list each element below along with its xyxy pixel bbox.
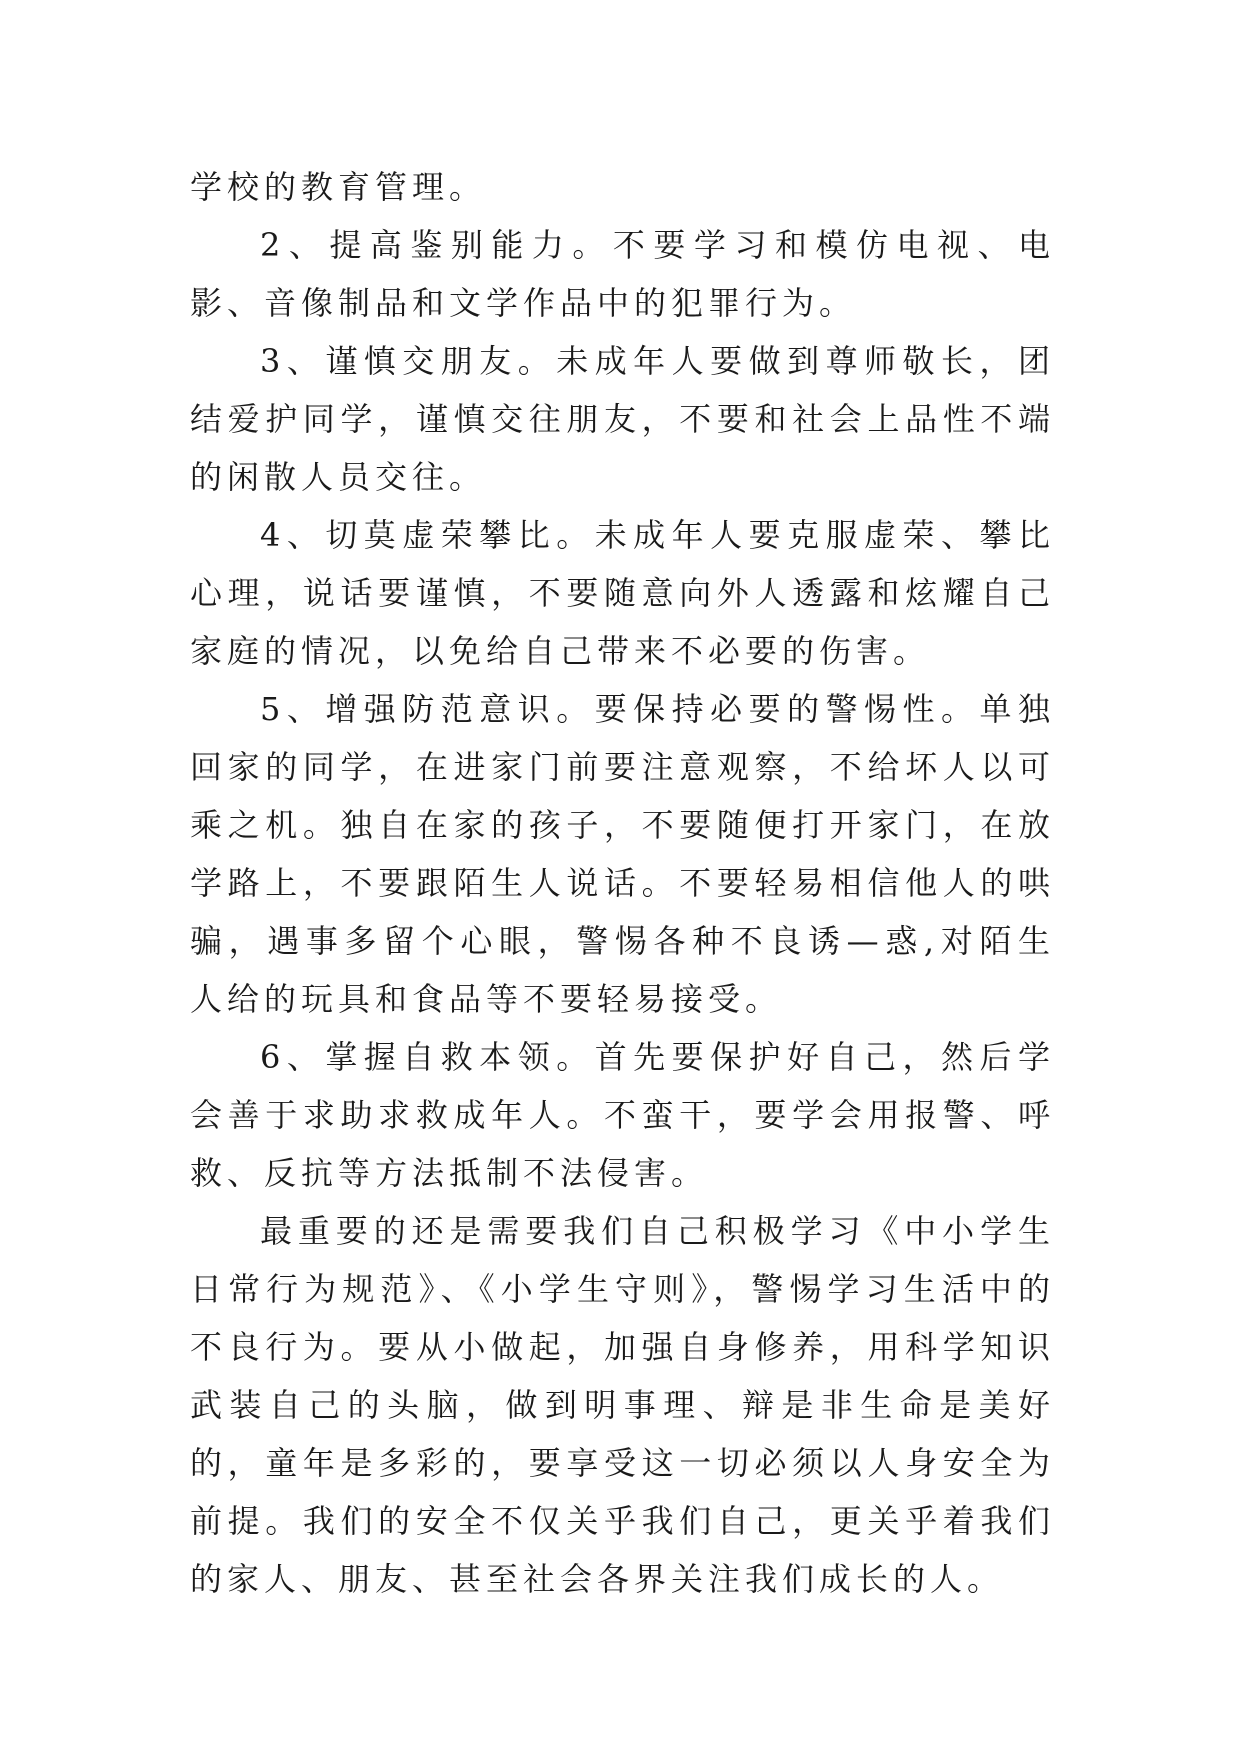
paragraph-item-3: 3、谨慎交朋友。未成年人要做到尊师敬长，团结爱护同学，谨慎交往朋友，不要和社会上品性不端的闲散人员交往。 bbox=[190, 342, 1055, 496]
document-body bbox=[190, 158, 1055, 1608]
paragraph-conclusion: 最重要的还是需要我们自己积极学习《中小学生日常行为规范》、《小学生守则》，警惕学习生活中的不良行为。要从小做起，加强自身修养，用科学知识武装自己的头脑，做到明事理、辩是非生命是美好的，童年是多彩的，要享受这一切必须以人身安全为前提。我们的安全不仅关乎我们自己，更关乎着我们的家人、朋友、甚至社会各界关注我们成长的人。 bbox=[190, 1212, 1055, 1598]
paragraph-item-6: 6、掌握自救本领。首先要保护好自己，然后学会善于求助求救成年人。不蛮干，要学会用报警、呼救、反抗等方法抵制不法侵害。 bbox=[190, 1038, 1055, 1192]
paragraph-item-2: 2、提高鉴别能力。不要学习和模仿电视、电影、音像制品和文学作品中的犯罪行为。 bbox=[190, 226, 1055, 322]
paragraph-item-4: 4、切莫虚荣攀比。未成年人要克服虚荣、攀比心理，说话要谨慎，不要随意向外人透露和炫耀自己家庭的情况，以免给自己带来不必要的伤害。 bbox=[190, 516, 1055, 670]
paragraph-item-5: 5、增强防范意识。要保持必要的警惕性。单独回家的同学，在进家门前要注意观察，不给坏人以可乘之机。独自在家的孩子，不要随便打开家门，在放学路上，不要跟陌生人说话。不要轻易相信他人的哄骗，遇事多留个心眼，警惕各种不良诱—惑,对陌生人给的玩具和食品等不要轻易接受。 bbox=[190, 690, 1055, 1018]
paragraph-continuation: 学校的教育管理。 bbox=[190, 168, 487, 206]
